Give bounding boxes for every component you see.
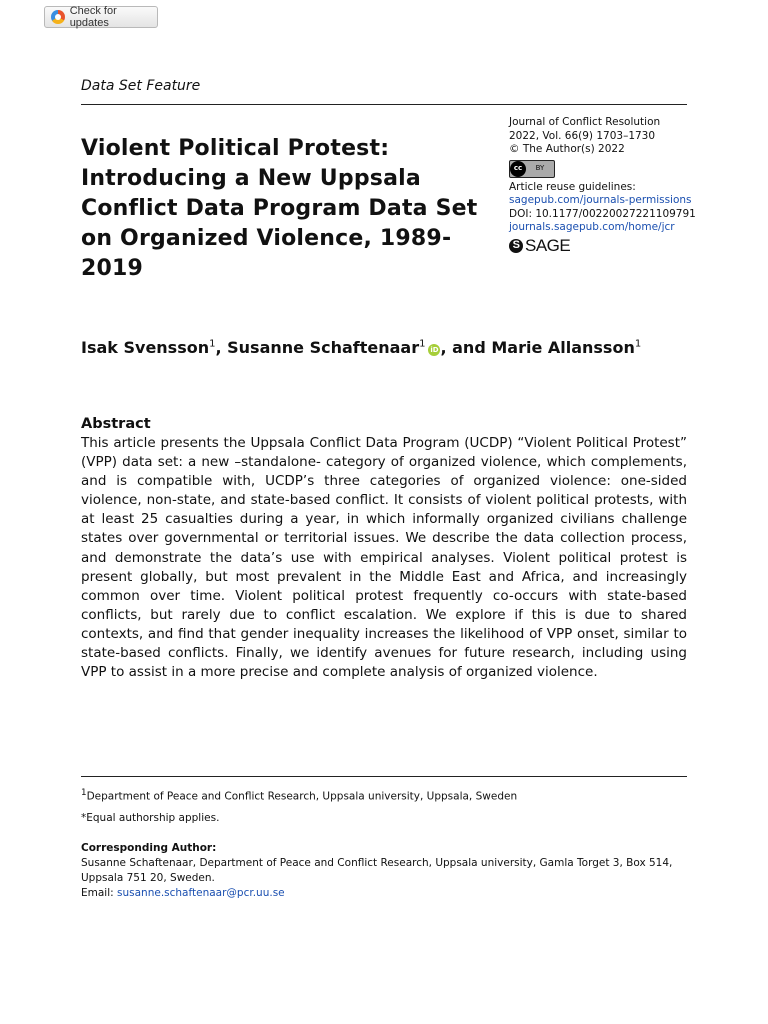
sage-logo[interactable]: [509, 235, 699, 255]
sage-icon: S: [509, 239, 523, 253]
journal-citation: 2022, Vol. 66(9) 1703–1730: [509, 129, 656, 142]
article-title: Violent Political Protest: Introducing a New Uppsala Conflict Data Program Data Set on Organized Violence, 1989-2019: [81, 136, 478, 281]
journal-copyright: © The Author(s) 2022: [509, 143, 625, 155]
author-affiliation-mark: 1: [419, 338, 426, 350]
section-label: Data Set Feature: [81, 78, 201, 94]
cc-license-mark: cc: [510, 161, 526, 177]
author-separator: , and: [440, 338, 492, 357]
author-separator: ,: [215, 338, 228, 357]
journal-info: [509, 116, 699, 253]
email-link[interactable]: susanne.schaftenaar@pcr.uu.se: [117, 887, 285, 899]
orcid-icon[interactable]: iD: [430, 346, 439, 354]
author-name[interactable]: Marie Allansson: [491, 338, 635, 357]
doi[interactable]: DOI: 10.1177/00220027221109791: [509, 207, 696, 220]
check-for-updates-button[interactable]: [44, 6, 158, 28]
footnote-divider: [81, 776, 687, 777]
equal-authorship-note: *Equal authorship applies.: [81, 812, 220, 824]
corresponding-author: [81, 841, 687, 901]
affiliation-mark: 1: [81, 788, 87, 798]
corresponding-address: Susanne Schaftenaar, Department of Peace and Conflict Research, Uppsala university, Gamla Torget 3, Box 514, Uppsala 751 20, Sweden.: [81, 857, 673, 884]
author-affiliation-mark: 1: [209, 338, 216, 350]
journal-home-link[interactable]: journals.sagepub.com/home/jcr: [509, 221, 675, 233]
cc-by-icon[interactable]: [509, 160, 555, 178]
abstract-heading: Abstract: [81, 416, 151, 432]
journal-name: Journal of Conflict Resolution: [509, 116, 661, 128]
abstract-text: This article presents the Uppsala Conflict Data Program (UCDP) “Violent Political Protest” (VPP) data set: a new –standalone- category of organized violence, which complements, and is compatible with, UCDP’s three categories of organized violence: one-sided violence, non-state, and state-based conflict. It consists of violent political protests, with at least 25 casualties during a year, in which informally organized civilians challenge states over governmental or territorial issues. We describe the data collection process, and demonstrate the data’s use with empirical analyses. Violent political protest is present globally, but most prevalent in the Middle East and Africa, and increasingly common over time. Violent political protest frequently co-occurs with state-based conflicts, but rarely due to conflict escalation. We explore if this is due to shared contexts, and find that gender inequality increases the likelihood of VPP onset, similar to state-based conflicts. Finally, we identify avenues for future research, including using VPP to assist in a more precise and complete analysis of organized violence.: [81, 435, 687, 681]
header-divider: [81, 104, 687, 105]
check-for-updates-label: Check for updates: [69, 5, 117, 29]
author-name[interactable]: Susanne Schaftenaar: [227, 338, 420, 357]
corresponding-heading: Corresponding Author:: [81, 842, 217, 854]
by-license-mark: BY: [535, 163, 545, 172]
email-label: Email:: [81, 887, 118, 899]
crossmark-icon: [51, 10, 65, 24]
reuse-link[interactable]: sagepub.com/journals-permissions: [509, 194, 692, 206]
author-affiliation-mark: 1: [634, 338, 642, 350]
author-name[interactable]: Isak Svensson: [81, 338, 210, 357]
affiliation-footnote: [81, 786, 687, 805]
author-list: [81, 338, 641, 357]
reuse-label: Article reuse guidelines:: [509, 180, 636, 193]
affiliation-text: Department of Peace and Conflict Research, Uppsala university, Uppsala, Sweden: [86, 790, 518, 803]
publisher-name: SAGE: [525, 235, 571, 255]
